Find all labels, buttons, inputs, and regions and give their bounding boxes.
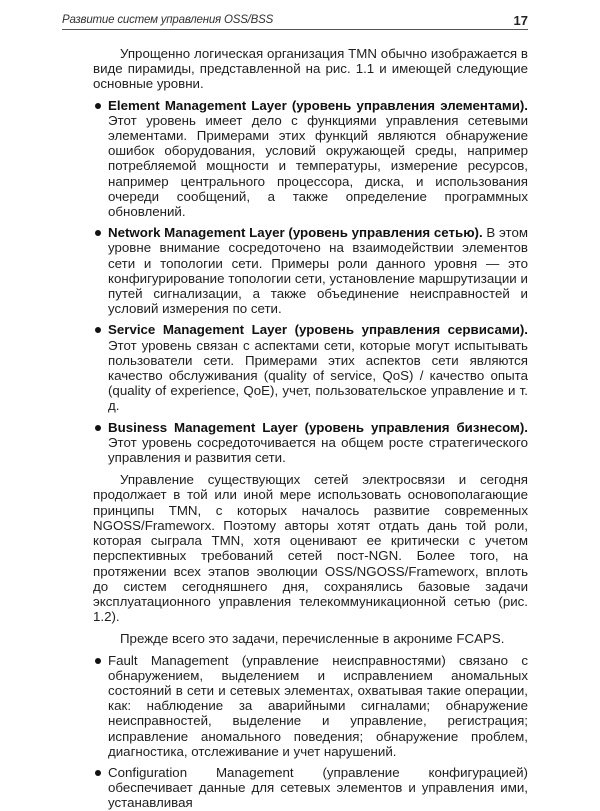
bullet-icon <box>95 230 101 236</box>
bullet-icon <box>95 770 101 776</box>
bullet-icon <box>95 425 101 431</box>
list-item <box>93 420 528 466</box>
list-item <box>93 653 528 759</box>
layer-text: Этот уровень имеет дело с функциями управления сетевыми элементами. Примерами этих функций являются обнаружение ошибок оборудования, условий окружающей среды, например потребляемой мощности и температуры, измерение ресурсов, например центрального процессора, диска, и использования очереди сообщений, а также определение программных обновлений. <box>108 112 528 220</box>
layer-text: В этом уровне внимание сосредоточено на взаимодействии элементов сети и топологии сети. Примеры роли данного уровня — это конфигурирование топологии сети, установление маршрутизации и путей сигнализации, а также объединение неисправностей и условий измерения по сети. <box>108 225 528 317</box>
list-item <box>93 225 528 316</box>
layer-text: Этот уровень связан с аспектами сети, которые могут испытывать пользователи сети. Примерами этих аспектов сети являются качество обслуживания (quality of service, QoS) / качество опыта (quality of experience, QoE), учет, пользовательское управление и т. д. <box>108 337 528 414</box>
layer-title: Business Management Layer (уровень управления бизнесом). <box>108 419 528 435</box>
fcaps-text: Configuration Management (управление конфигурацией) обеспечивает данные для сетевых элементов и управления ими, устанавливая <box>108 764 528 811</box>
fcaps-list <box>93 653 528 811</box>
page-body <box>93 46 528 811</box>
running-title: Развитие систем управления OSS/BSS <box>62 14 274 26</box>
layer-title: Element Management Layer (уровень управления элементами). <box>108 97 528 113</box>
layer-title: Service Management Layer (уровень управления сервисами). <box>108 322 528 338</box>
list-item <box>93 765 528 811</box>
bullet-icon <box>95 327 101 333</box>
page-number: 17 <box>513 13 528 28</box>
running-header <box>62 13 528 30</box>
fcaps-text: Fault Management (управление неисправностями) связано с обнаружением, выделением и исправлением аномальных состояний в сети и сетевых элементах, охватывая такие операции, как: наблюдение за аварийными сигналами; обнаружение неисправностей, выделение и управление, регистрация; исправление аномального поведения; обнаружение проблем, диагностика, отслеживание и учет нарушений. <box>108 652 528 759</box>
layer-title: Network Management Layer (уровень управления сетью). <box>108 225 483 241</box>
tmn-layers-list <box>93 98 528 466</box>
bullet-icon <box>95 658 101 664</box>
intro-paragraph: Упрощенно логическая организация TMN обычно изображается в виде пирамиды, представленной на рис. 1.1 и имеющей следующие основные уровни. <box>93 46 528 92</box>
layer-text: Этот уровень сосредоточивается на общем росте стратегического управления и развития сети. <box>108 434 528 466</box>
bullet-icon <box>95 103 101 109</box>
body-paragraph: Прежде всего это задачи, перечисленные в акрониме FCAPS. <box>120 631 505 647</box>
body-paragraph: Управление существующих сетей электросвязи и сегодня продолжает в той или иной мере использовать основополагающие принципы TMN, с которых началось развитие современных NGOSS/Frameworx. Поэтому авторы хотят отдать дань той роли, которая сыграла TMN, хотя оценивают ее критически с учетом перспективных требований сетей пост-NGN. Более того, на протяжении всех этапов эволюции OSS/NGOSS/Frameworx, вплоть до систем сегодняшнего дня, сохранялись базовые задачи эксплуатационного управления телекоммуникационной сетью (рис. 1.2). <box>93 472 528 625</box>
list-item <box>93 98 528 220</box>
list-item <box>93 322 528 413</box>
